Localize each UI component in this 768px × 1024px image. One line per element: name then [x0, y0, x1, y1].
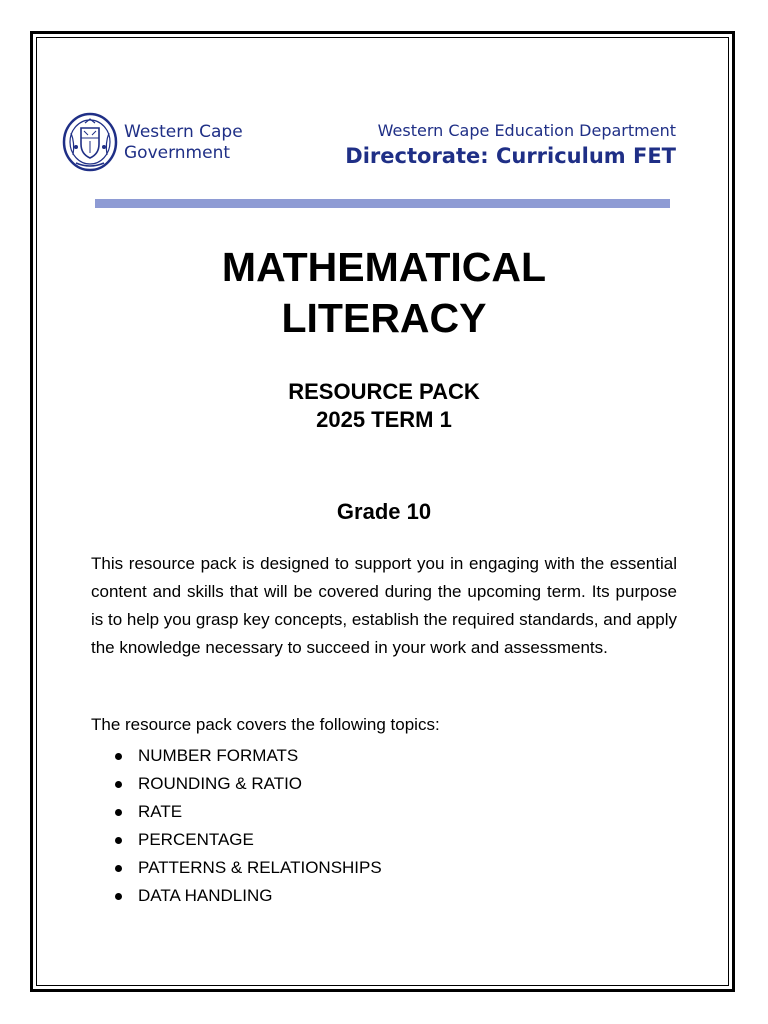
document-title: [0, 242, 768, 344]
department-block: [345, 120, 676, 170]
topics-list: [91, 742, 382, 910]
grade-heading: Grade 10: [336, 499, 432, 524]
topic-item: DATA HANDLING: [91, 882, 382, 910]
topic-item: NUMBER FORMATS: [91, 742, 382, 770]
topics-intro: The resource pack covers the following topics:: [91, 715, 440, 734]
document-subtitle: [0, 378, 768, 434]
coat-of-arms-icon: [62, 111, 118, 173]
topic-item: RATE: [91, 798, 382, 826]
topic-item: ROUNDING & RATIO: [91, 770, 382, 798]
government-name: [124, 122, 243, 164]
government-name-line1: Western Cape: [124, 122, 243, 142]
header-divider: [95, 199, 670, 208]
title-line2: LITERACY: [281, 295, 487, 341]
government-name-line2: Government: [124, 143, 231, 163]
department-name: Western Cape Education Department: [377, 121, 676, 140]
title-line1: MATHEMATICAL: [221, 244, 547, 290]
topic-item: PERCENTAGE: [91, 826, 382, 854]
topic-item: PATTERNS & RELATIONSHIPS: [91, 854, 382, 882]
subtitle-line2: 2025 TERM 1: [316, 407, 452, 432]
subtitle-line1: RESOURCE PACK: [288, 379, 480, 404]
directorate-name: Directorate: Curriculum FET: [345, 144, 676, 168]
intro-paragraph: This resource pack is designed to support you in engaging with the essential content and skills that will be covered during the upcoming term. Its purpose is to help you grasp key concepts, establish the required standards, and apply the knowledge necessary to succeed in your work and assessments.: [91, 554, 677, 657]
